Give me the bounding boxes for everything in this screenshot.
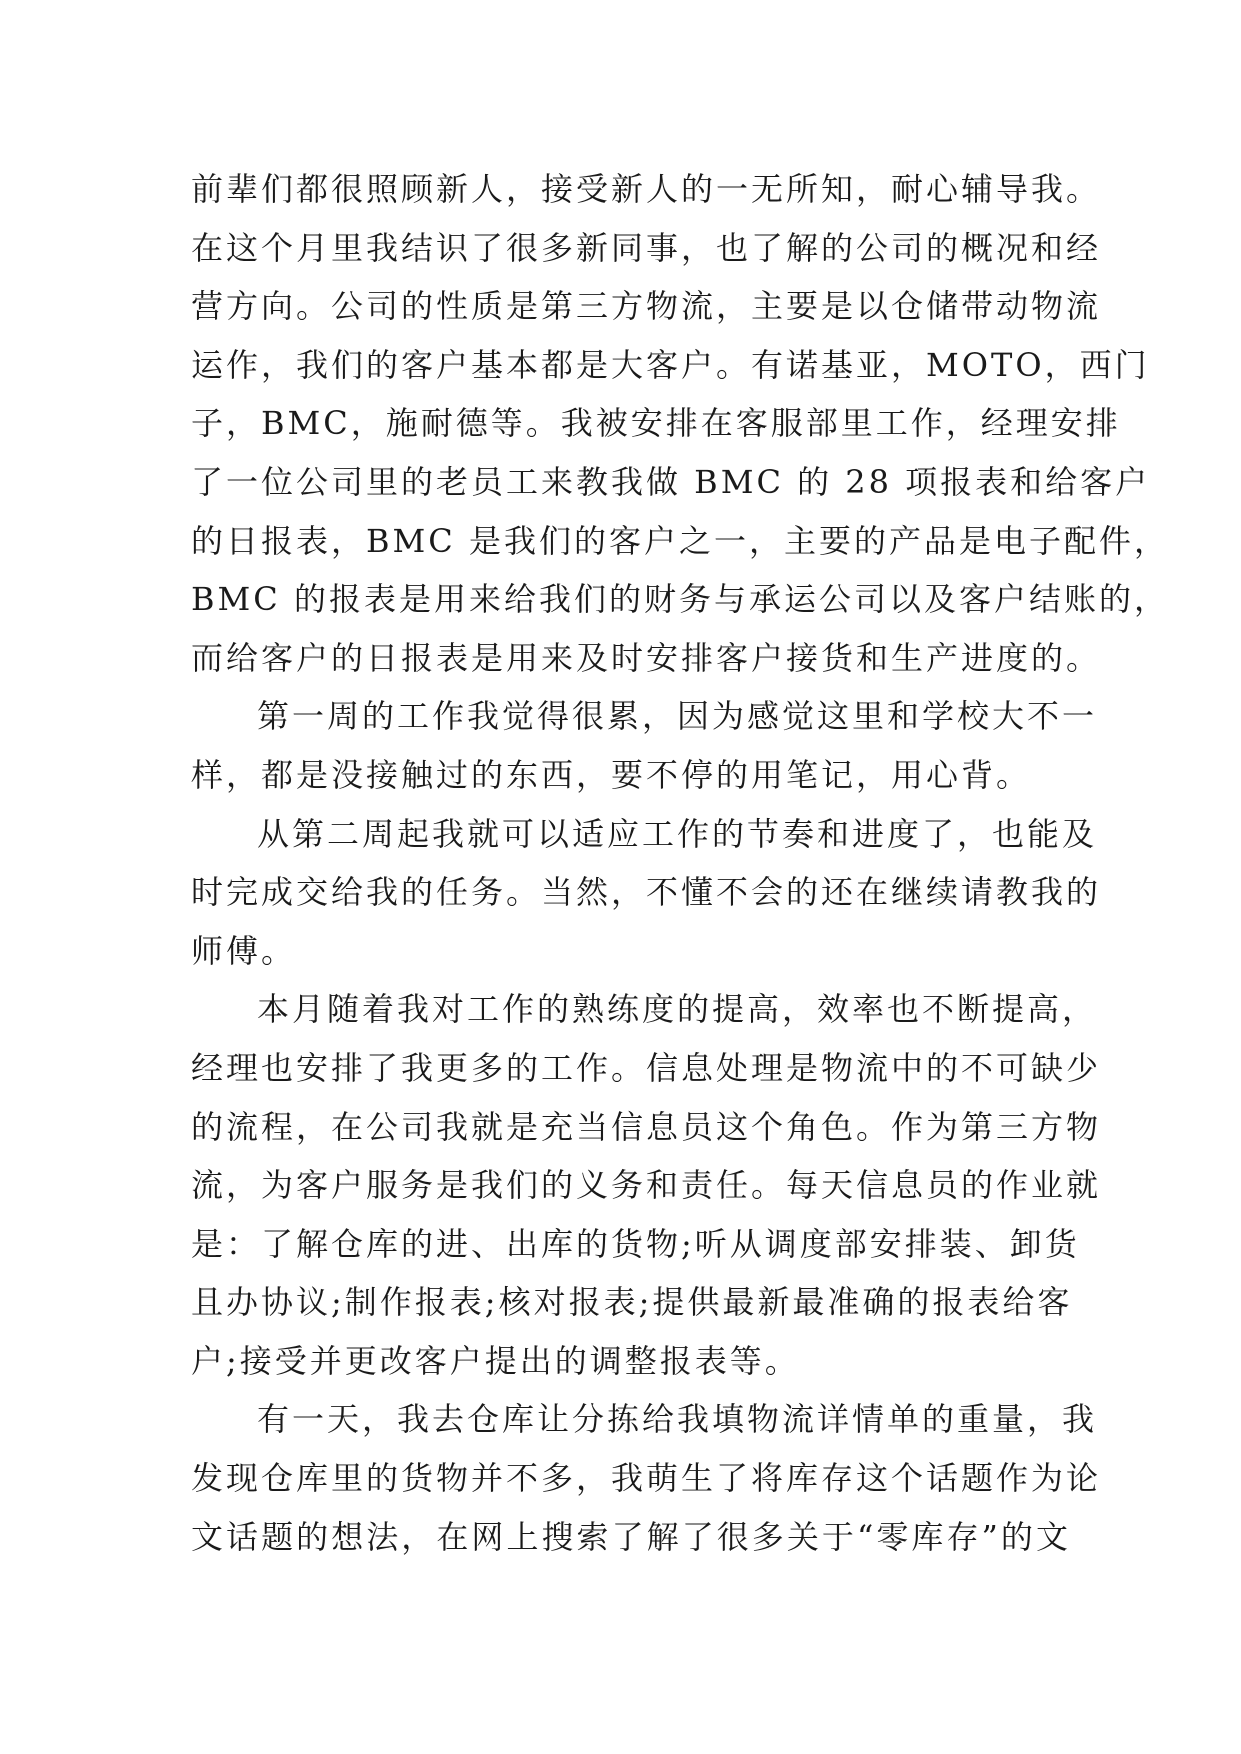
text-line: 而给客户的日报表是用来及时安排客户接货和生产进度的。 <box>191 638 1102 677</box>
text-line: 从第二周起我就可以适应工作的节奏和进度了，也能及 <box>257 814 1098 853</box>
text-line: 的流程，在公司我就是充当信息员这个角色。作为第三方物 <box>191 1107 1102 1146</box>
text-line: 了一位公司里的老员工来教我做 BMC 的 28 项报表和给客户 <box>191 462 1151 501</box>
text-line: 时完成交给我的任务。当然，不懂不会的还在继续请教我的 <box>191 873 1102 912</box>
text-line: 第一周的工作我觉得很累，因为感觉这里和学校大不一 <box>257 697 1098 736</box>
text-line: 文话题的想法，在网上搜索了解了很多关于“零库存”的文 <box>191 1517 1071 1556</box>
text-line: 流，为客户服务是我们的义务和责任。每天信息员的作业就 <box>191 1166 1102 1205</box>
text-line: 子，BMC，施耐德等。我被安排在客服部里工作，经理安排 <box>191 404 1121 443</box>
text-line: 营方向。公司的性质是第三方物流，主要是以仓储带动物流 <box>191 287 1102 326</box>
text-line: 有一天，我去仓库让分拣给我填物流详情单的重量，我 <box>257 1400 1098 1439</box>
text-line: 发现仓库里的货物并不多，我萌生了将库存这个话题作为论 <box>191 1459 1102 1498</box>
text-line: 在这个月里我结识了很多新同事，也了解的公司的概况和经 <box>191 228 1102 267</box>
document-body <box>191 160 1169 1566</box>
text-line: 师傅。 <box>191 931 297 970</box>
text-line: 经理也安排了我更多的工作。信息处理是物流中的不可缺少 <box>191 1048 1102 1087</box>
text-line: 前辈们都很照顾新人，接受新人的一无所知，耐心辅导我。 <box>191 170 1102 208</box>
text-line: 本月随着我对工作的熟练度的提高，效率也不断提高， <box>257 990 1098 1029</box>
text-line: 运作，我们的客户基本都是大客户。有诺基亚，MOTO，西门 <box>191 345 1150 384</box>
text-line: 样，都是没接触过的东西，要不停的用笔记，用心背。 <box>191 755 1032 794</box>
text-line: 是：了解仓库的进、出库的货物;听从调度部安排装、卸货 <box>191 1224 1080 1263</box>
text-line: 户;接受并更改客户提出的调整报表等。 <box>191 1341 800 1380</box>
text-line: 的日报表，BMC 是我们的客户之一，主要的产品是电子配件， <box>191 521 1169 560</box>
text-line: 且办协议;制作报表;核对报表;提供最新最准确的报表给客 <box>191 1283 1073 1322</box>
text-line: BMC 的报表是用来给我们的财务与承运公司以及客户结账的， <box>191 580 1169 619</box>
